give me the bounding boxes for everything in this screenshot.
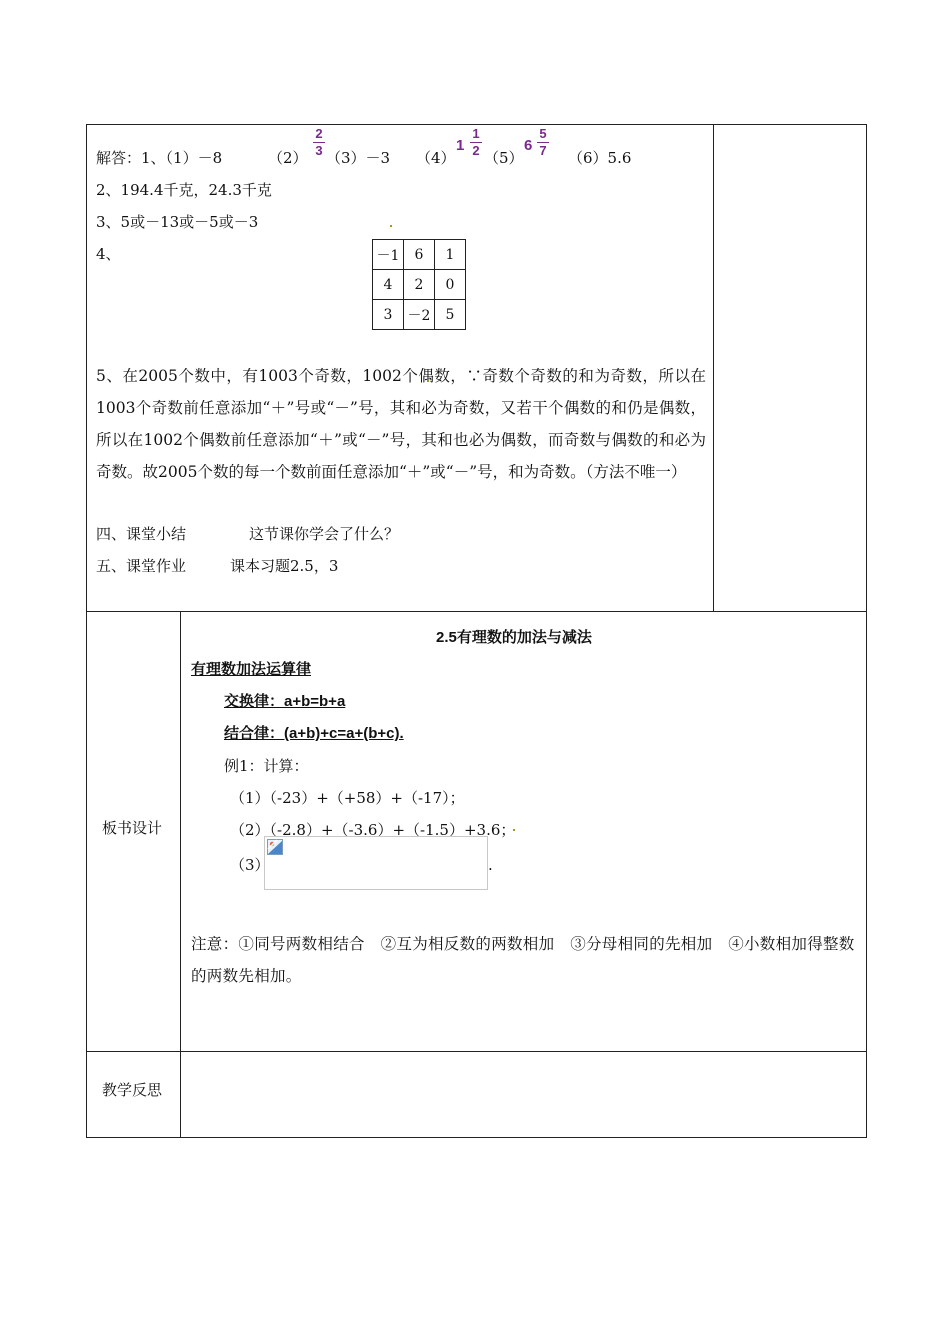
table-right-border — [866, 124, 867, 1138]
table-bottom-border — [86, 1137, 867, 1138]
answer-part-3: （3）－3 — [326, 149, 391, 167]
top-section-right-divider — [713, 124, 714, 612]
answer-part-5-label: （5） — [484, 149, 524, 167]
grid-row — [373, 300, 466, 330]
example-1: （1）（-23）+（+58）+（-17）； — [230, 789, 465, 807]
answer-paragraph-5: 5、在2005个数中，有1003个奇数，1002个偶数，∵奇数个奇数的和为奇数，所以在1003个奇数前任意添加“＋”号或“－”号，其和必为奇数，又若干个偶数的和仍是偶数，所以在1002个偶数前任意添加“＋”或“－”号，其和也必为偶数，而奇数与偶数的和必为奇数。故2005个数的每一个数前面任意添加“＋”或“－”号，和为奇数。（方法不唯一） — [96, 367, 706, 481]
example-3-label: （3） — [230, 856, 270, 874]
table-top-border — [86, 124, 867, 125]
homework-label: 五、课堂作业 — [96, 557, 187, 575]
answer-line-2: 2、194.4千克，24.3千克 — [96, 181, 272, 199]
fraction-numerator: 1 — [472, 126, 480, 141]
mixed-number-whole: 1 — [456, 137, 465, 154]
grid-cell: 2 — [404, 270, 435, 300]
answer-part-2-label: （2） — [268, 149, 308, 167]
fraction-five-sevenths — [537, 127, 549, 158]
reflection-row-label: 教学反思 — [102, 1081, 163, 1099]
example-2: （2）（-2.8）+（-3.6）+（-1.5）+3.6； — [230, 821, 516, 839]
homework-text: 课本习题2.5，3 — [230, 557, 339, 575]
magic-square-grid — [372, 239, 466, 330]
commutative-law: 交换律：a+b=b+a — [224, 693, 346, 710]
fraction-denominator: 2 — [472, 143, 480, 158]
grid-row — [373, 270, 466, 300]
fraction-two-thirds — [313, 127, 325, 158]
associative-law: 结合律：(a+b)+c=a+(b+c). — [224, 725, 404, 742]
note-text: 注意：①同号两数相结合 ②互为相反数的两数相加 ③分母相同的先相加 ④小数相加得整数的两数先相加。 — [191, 935, 855, 985]
board-title: 2.5有理数的加法与减法 — [436, 629, 592, 646]
grid-row — [373, 240, 466, 270]
grid-cell: 4 — [373, 270, 404, 300]
label-column-divider — [180, 611, 181, 1138]
row-divider-1 — [86, 611, 867, 612]
stray-mark — [390, 225, 392, 227]
row-divider-2 — [86, 1051, 867, 1052]
table-left-border — [86, 124, 87, 1138]
grid-cell: 6 — [404, 240, 435, 270]
grid-cell: －1 — [373, 240, 404, 270]
example-heading: 例1：计算： — [224, 757, 309, 775]
fraction-denominator: 3 — [315, 143, 323, 158]
grid-cell: 5 — [435, 300, 466, 330]
example-3-end: . — [488, 856, 493, 874]
answer-line-1-prefix: 解答：1、（1）－8 — [96, 149, 223, 167]
board-subtitle: 有理数加法运算律 — [191, 661, 312, 678]
summary-text: 这节课你学会了什么？ — [249, 525, 400, 543]
fraction-numerator: 5 — [539, 126, 547, 141]
answer-part-6: （6）5.6 — [568, 149, 632, 167]
answer-line-3: 3、5或－13或－5或－3 — [96, 213, 259, 231]
fraction-denominator: 7 — [539, 143, 547, 158]
fraction-numerator: 2 — [315, 126, 323, 141]
grid-cell: 1 — [435, 240, 466, 270]
answer-part-4-label: （4） — [416, 149, 456, 167]
broken-image-icon — [267, 839, 283, 855]
fraction-one-half — [470, 127, 482, 158]
answer-line-4: 4、 — [96, 245, 121, 263]
equation-image-placeholder — [264, 836, 488, 890]
board-row-label: 板书设计 — [102, 819, 163, 837]
summary-label: 四、课堂小结 — [96, 525, 187, 543]
grid-cell: 3 — [373, 300, 404, 330]
grid-cell: 0 — [435, 270, 466, 300]
mixed-number-whole: 6 — [524, 137, 533, 154]
grid-cell: －2 — [404, 300, 435, 330]
